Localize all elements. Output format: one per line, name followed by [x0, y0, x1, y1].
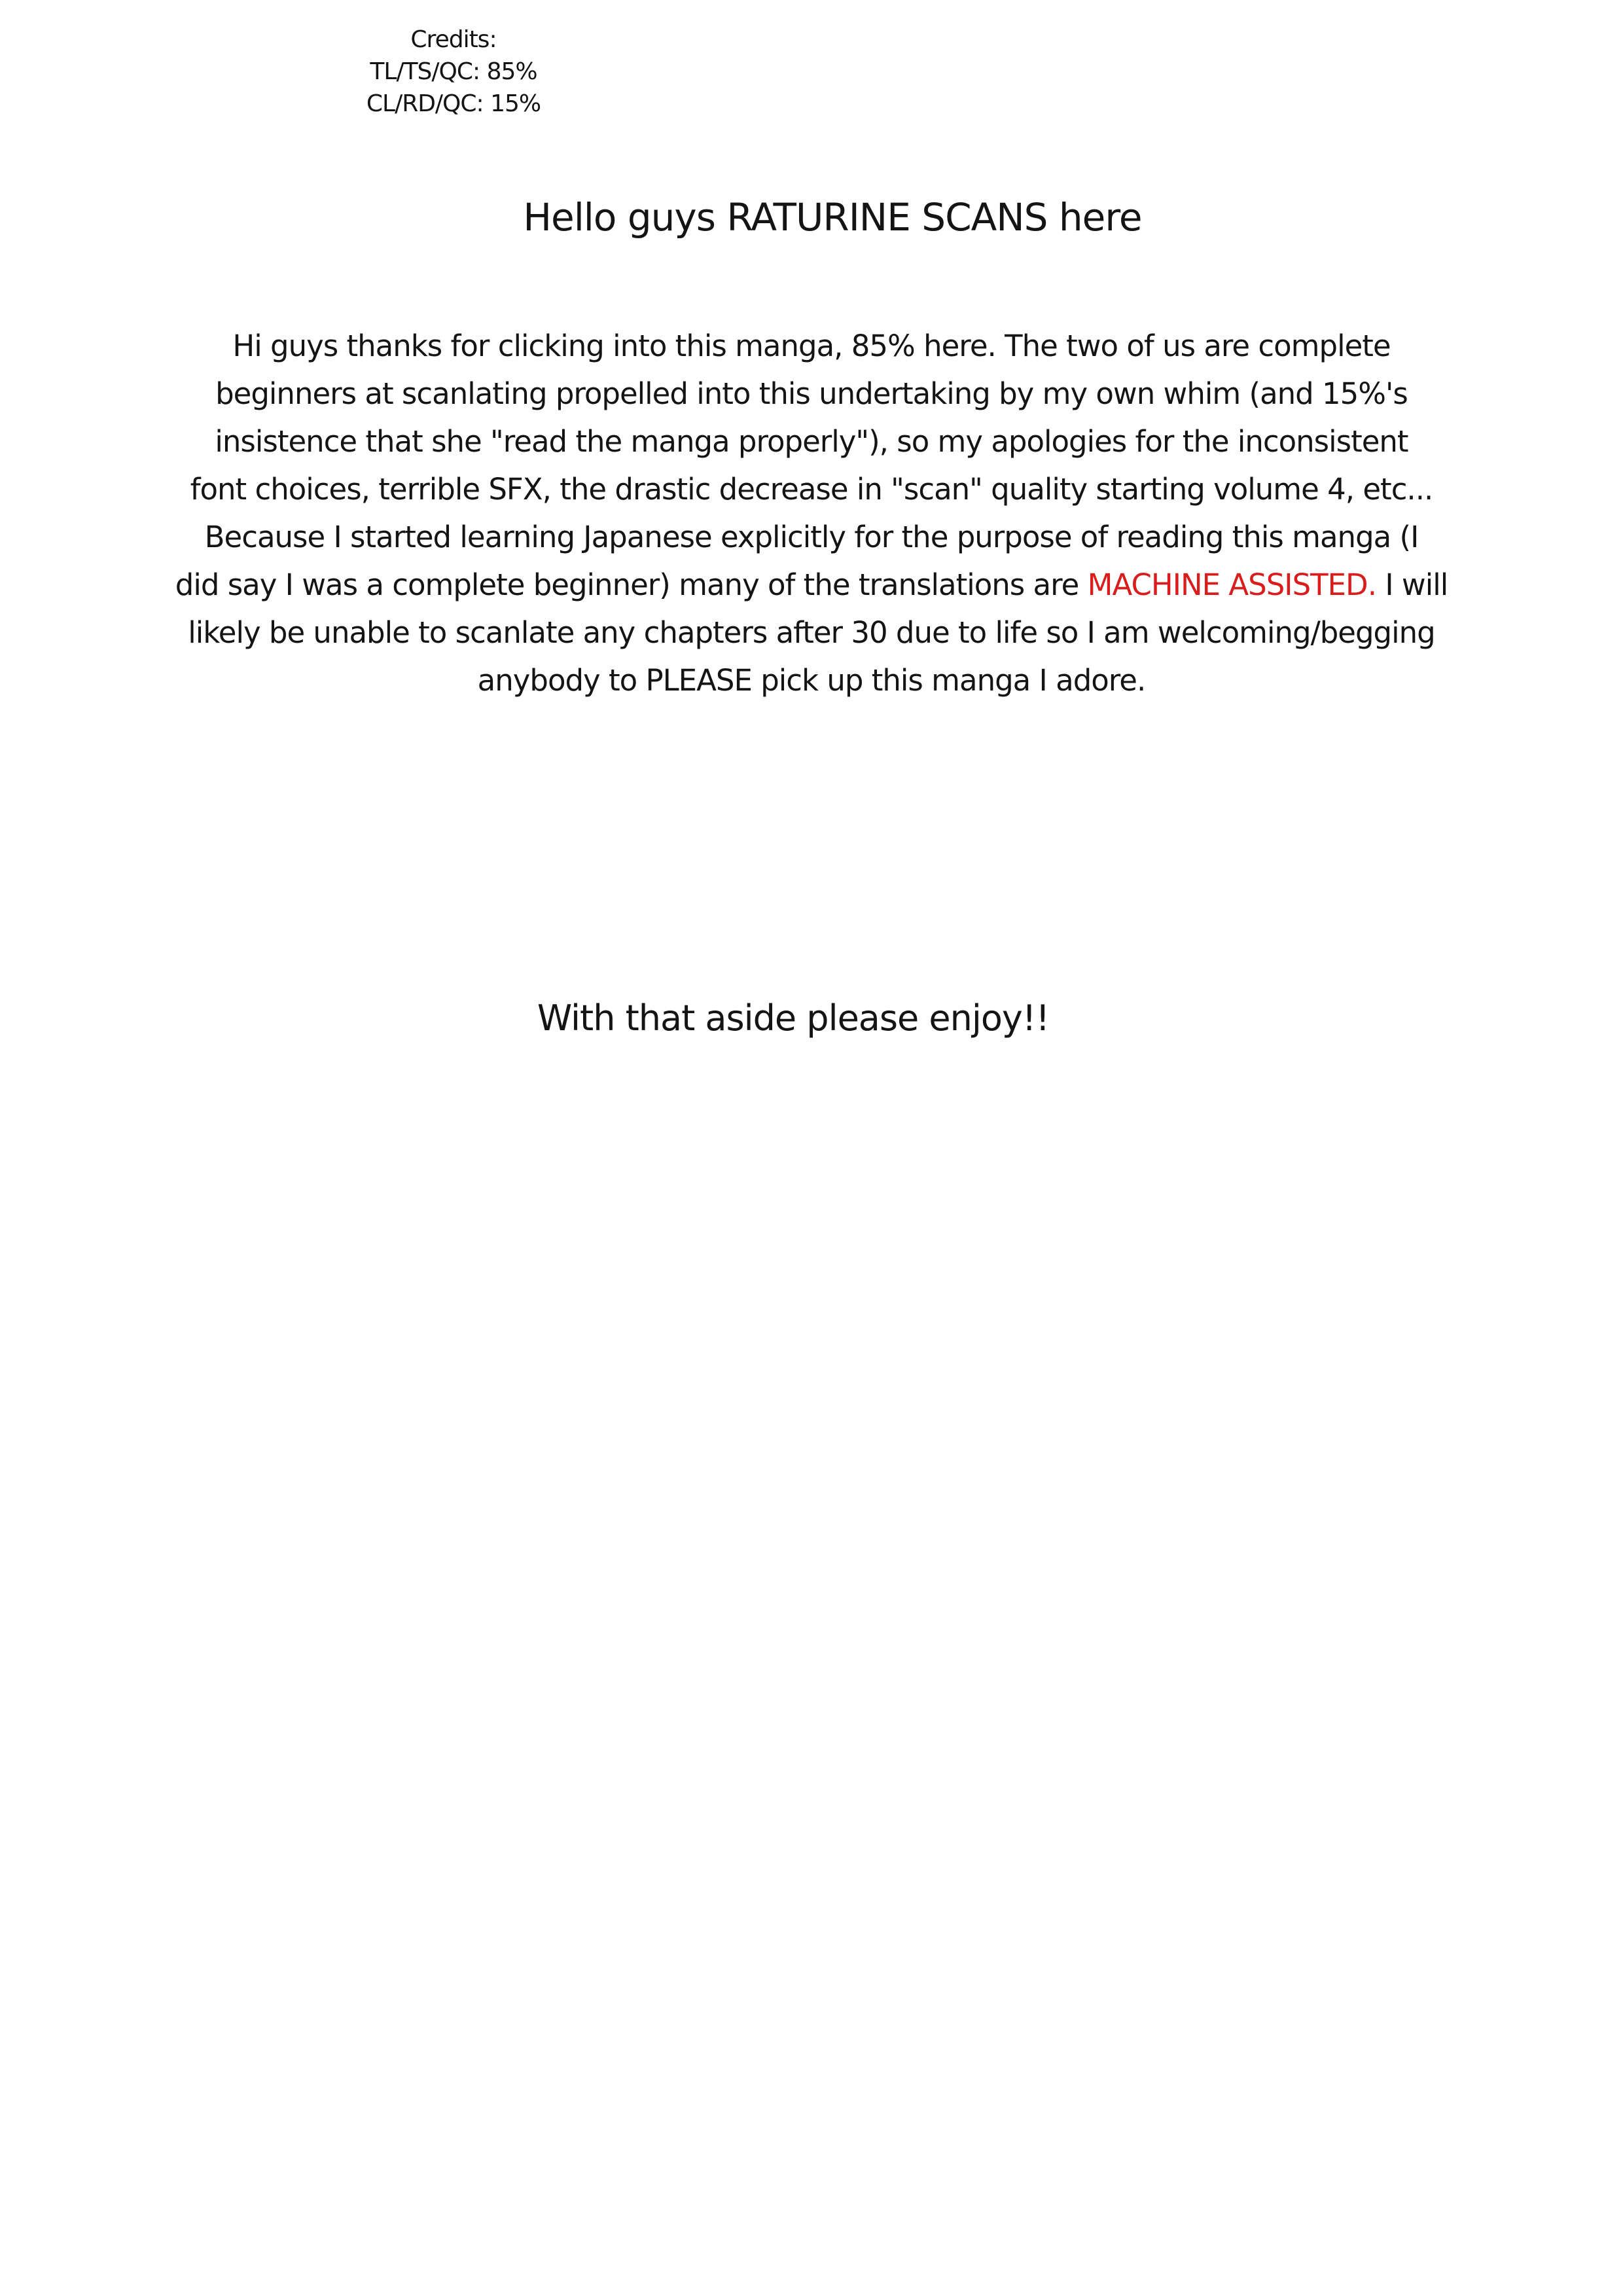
- machine-assisted-warning: MACHINE ASSISTED.: [1087, 567, 1377, 602]
- paragraph-line-4: font choices, terrible SFX, the drastic decrease in "scan" quality starting volume 4, etc...: [190, 472, 1433, 507]
- paragraph-line-3: insistence that she "read the manga properly"), so my apologies for the inconsistent: [215, 424, 1408, 459]
- paragraph-line-6-post: I will: [1376, 567, 1448, 602]
- credits-line-cleaning: CL/RD/QC: 15%: [366, 90, 541, 117]
- closing-message: With that aside please enjoy!!: [537, 997, 1050, 1039]
- paragraph-line-2: beginners at scanlating propelled into this undertaking by my own whim (and 15%'s: [215, 376, 1408, 411]
- paragraph-line-6-pre: did say I was a complete beginner) many of the translations are: [175, 567, 1088, 602]
- paragraph-line-8: anybody to PLEASE pick up this manga I adore.: [477, 663, 1146, 698]
- credits-block: [323, 24, 584, 120]
- credits-line-translation: TL/TS/QC: 85%: [370, 58, 537, 85]
- intro-paragraph: [0, 322, 1623, 704]
- paragraph-line-7: likely be unable to scanlate any chapters after 30 due to life so I am welcoming/begging: [188, 615, 1435, 650]
- credits-title: Credits:: [410, 26, 497, 53]
- paragraph-line-5: Because I started learning Japanese explicitly for the purpose of reading this manga (I: [204, 520, 1419, 554]
- paragraph-line-1: Hi guys thanks for clicking into this manga, 85% here. The two of us are complete: [232, 329, 1391, 363]
- page-title: Hello guys RATURINE SCANS here: [523, 195, 1142, 240]
- paragraph-line-6: [0, 561, 1623, 609]
